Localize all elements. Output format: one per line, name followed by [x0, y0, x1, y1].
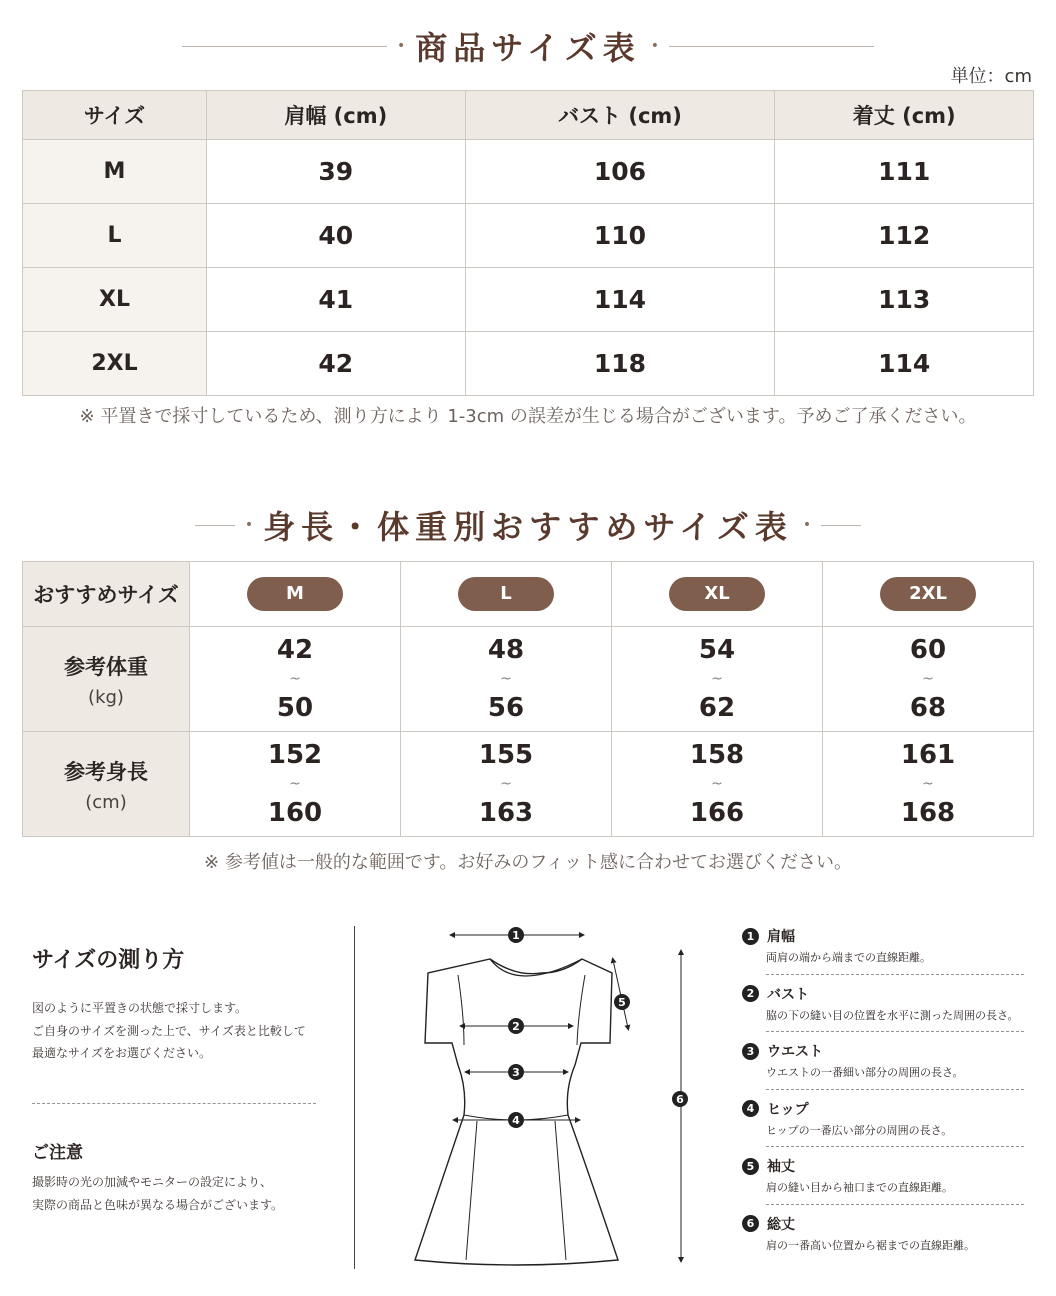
definition-item — [738, 1155, 1038, 1213]
number-badge: 5 — [742, 1158, 759, 1175]
range-tilde: ~ — [289, 776, 301, 792]
size-chart-title: 商品サイズ表 — [415, 29, 641, 67]
number-marker-3 — [508, 1064, 524, 1080]
range-max: 50 — [276, 693, 314, 723]
reference-note: ※ 参考値は一般的な範囲です。お好みのフィット感に合わせてお選びください。 — [204, 852, 852, 873]
definition-label: 総丈 — [767, 1216, 795, 1233]
measurement-note: ※ 平置きで採寸しているため、測り方により 1-3cm の誤差が生じる場合がございます。予めご了承ください。 — [79, 406, 977, 427]
height-label-cell — [23, 732, 190, 837]
number-badge: 1 — [742, 928, 759, 945]
range-tilde: ~ — [500, 671, 512, 687]
number-marker-1 — [508, 927, 524, 943]
range-max: 168 — [900, 798, 956, 828]
size-pill: M — [247, 577, 343, 611]
range-min: 161 — [900, 740, 956, 770]
height-unit: (cm) — [85, 791, 127, 813]
height-label: 参考身長 — [64, 759, 148, 784]
title-rule-right — [669, 46, 874, 47]
definition-text: ヒップの一番広い部分の周囲の長さ。 — [766, 1123, 953, 1137]
definition-text: 両肩の端から端までの直線距離。 — [766, 951, 931, 964]
range-max: 160 — [267, 798, 323, 828]
weight-range-cell — [823, 627, 1034, 732]
size-pill-cell — [612, 562, 823, 627]
size-pill-cell — [401, 562, 612, 627]
how-to-measure-text — [32, 997, 332, 1065]
recommended-size-table — [22, 561, 1034, 837]
text-line: ご自身のサイズを測った上で、サイズ表と比較して — [32, 1023, 306, 1038]
size-chart-header — [0, 22, 1056, 70]
size-cell: M — [23, 140, 207, 204]
size-cell: XL — [23, 268, 207, 332]
dress-diagram — [400, 915, 720, 1275]
definition-label: 袖丈 — [767, 1159, 795, 1175]
table-row — [23, 268, 1034, 332]
definition-label: 肩幅 — [767, 929, 795, 945]
definition-item — [738, 1098, 1038, 1156]
caution-text — [32, 1171, 332, 1216]
size-table — [22, 90, 1034, 396]
definition-item — [738, 925, 1038, 983]
number-badge: 4 — [742, 1100, 759, 1117]
caution-title: ご注意 — [32, 1143, 83, 1163]
range-min: 152 — [267, 740, 323, 770]
number-badge: 6 — [742, 1215, 759, 1232]
height-range-cell — [401, 732, 612, 837]
text-line: 実際の商品と色味が異なる場合がございます。 — [32, 1197, 284, 1212]
sleeve-arrow — [613, 960, 628, 1028]
table-row — [23, 332, 1034, 396]
range-max: 56 — [487, 693, 525, 723]
range-tilde: ~ — [711, 776, 723, 792]
number-marker-5 — [614, 994, 630, 1010]
text-line: 最適なサイズをお選びください。 — [32, 1046, 212, 1060]
range-max: 62 — [698, 693, 736, 723]
text-line: 撮影時の光の加減やモニターの設定により、 — [32, 1175, 273, 1189]
weight-range-cell — [401, 627, 612, 732]
title-dot: • — [802, 517, 812, 533]
bust-cell: 110 — [465, 204, 775, 268]
range-min: 158 — [689, 740, 745, 770]
weight-label: 参考体重 — [64, 654, 148, 679]
column-header: 着丈 (cm) — [775, 91, 1034, 140]
number-marker-6 — [672, 1091, 688, 1107]
definition-text: ウエストの一番細い部分の周囲の長さ。 — [766, 1066, 964, 1079]
vertical-divider — [354, 926, 355, 1269]
definition-item — [738, 1213, 1038, 1271]
recommended-size-title: 身長・体重別おすすめサイズ表 — [263, 508, 793, 546]
divider — [766, 1089, 1024, 1090]
size-pill-cell — [823, 562, 1034, 627]
range-tilde: ~ — [500, 776, 512, 792]
definition-label: ウエスト — [767, 1044, 823, 1060]
svg-text:4: 4 — [512, 1114, 520, 1127]
range-min: 155 — [478, 740, 534, 770]
range-tilde: ~ — [922, 671, 934, 687]
table-row — [23, 627, 1034, 732]
definition-text: 脇の下の縫い目の位置を水平に測った周囲の長さ。 — [766, 1008, 1019, 1022]
length-cell: 112 — [775, 204, 1034, 268]
range-tilde: ~ — [922, 776, 934, 792]
range-min: 60 — [909, 635, 947, 665]
size-pill: 2XL — [880, 577, 976, 611]
weight-range-cell — [190, 627, 401, 732]
length-cell: 111 — [775, 140, 1034, 204]
definition-label: ヒップ — [767, 1101, 809, 1118]
recommended-size-header — [0, 500, 1056, 550]
title-dot: • — [244, 517, 254, 533]
size-cell: L — [23, 204, 207, 268]
recommended-size-label: おすすめサイズ — [23, 562, 190, 627]
column-header: バスト (cm) — [465, 91, 775, 140]
bust-cell: 106 — [465, 140, 775, 204]
bust-cell: 114 — [465, 268, 775, 332]
number-marker-2 — [508, 1018, 524, 1034]
length-cell: 113 — [775, 268, 1034, 332]
range-max: 166 — [689, 798, 745, 828]
table-row — [23, 562, 1034, 627]
definition-label: バスト — [767, 986, 809, 1003]
range-max: 68 — [909, 693, 947, 723]
range-min: 42 — [276, 635, 314, 665]
column-header: 肩幅 (cm) — [207, 91, 466, 140]
size-pill: L — [458, 577, 554, 611]
size-cell: 2XL — [23, 332, 207, 396]
unit-label: 単位：cm — [950, 66, 1032, 87]
bust-cell: 118 — [465, 332, 775, 396]
height-range-cell — [823, 732, 1034, 837]
range-tilde: ~ — [289, 671, 301, 687]
measurement-guide — [0, 895, 1056, 1296]
table-row — [23, 204, 1034, 268]
weight-range-cell — [612, 627, 823, 732]
table-row — [23, 732, 1034, 837]
svg-text:6: 6 — [676, 1093, 684, 1106]
measurement-definitions — [738, 925, 1038, 1270]
number-badge: 2 — [742, 985, 759, 1002]
title-rule-left — [195, 525, 235, 526]
shoulder-cell: 41 — [207, 268, 466, 332]
size-pill-cell — [190, 562, 401, 627]
range-min: 48 — [487, 635, 525, 665]
column-header: サイズ — [23, 91, 207, 140]
height-range-cell — [190, 732, 401, 837]
shoulder-cell: 42 — [207, 332, 466, 396]
size-pill: XL — [669, 577, 765, 611]
size-table-header-row — [23, 91, 1034, 140]
divider — [766, 1031, 1024, 1032]
length-cell: 114 — [775, 332, 1034, 396]
divider — [32, 1103, 316, 1104]
shoulder-cell: 40 — [207, 204, 466, 268]
title-rule-left — [182, 46, 387, 47]
divider — [766, 1146, 1024, 1147]
range-tilde: ~ — [711, 671, 723, 687]
number-marker-4 — [508, 1112, 524, 1128]
definition-item — [738, 1040, 1038, 1098]
svg-text:3: 3 — [512, 1066, 520, 1079]
table-row — [23, 140, 1034, 204]
weight-unit: (kg) — [88, 686, 124, 708]
text-line: 図のように平置きの状態で採寸します。 — [32, 1001, 248, 1015]
svg-text:2: 2 — [512, 1020, 520, 1033]
weight-label-cell — [23, 627, 190, 732]
title-rule-right — [821, 525, 861, 526]
divider — [766, 974, 1024, 975]
range-min: 54 — [698, 635, 736, 665]
how-to-measure-title: サイズの測り方 — [32, 948, 185, 973]
height-range-cell — [612, 732, 823, 837]
divider — [766, 1204, 1024, 1205]
shoulder-cell: 39 — [207, 140, 466, 204]
svg-text:1: 1 — [512, 929, 520, 942]
range-max: 163 — [478, 798, 534, 828]
definition-text: 肩の縫い目から袖口までの直線距離。 — [766, 1181, 953, 1194]
dress-outline — [415, 959, 618, 1265]
svg-text:5: 5 — [618, 996, 626, 1009]
title-dot: • — [650, 38, 659, 54]
definition-item — [738, 983, 1038, 1041]
title-dot: • — [397, 38, 406, 54]
number-badge: 3 — [742, 1043, 759, 1060]
definition-text: 肩の一番高い位置から裾までの直線距離。 — [766, 1238, 975, 1252]
